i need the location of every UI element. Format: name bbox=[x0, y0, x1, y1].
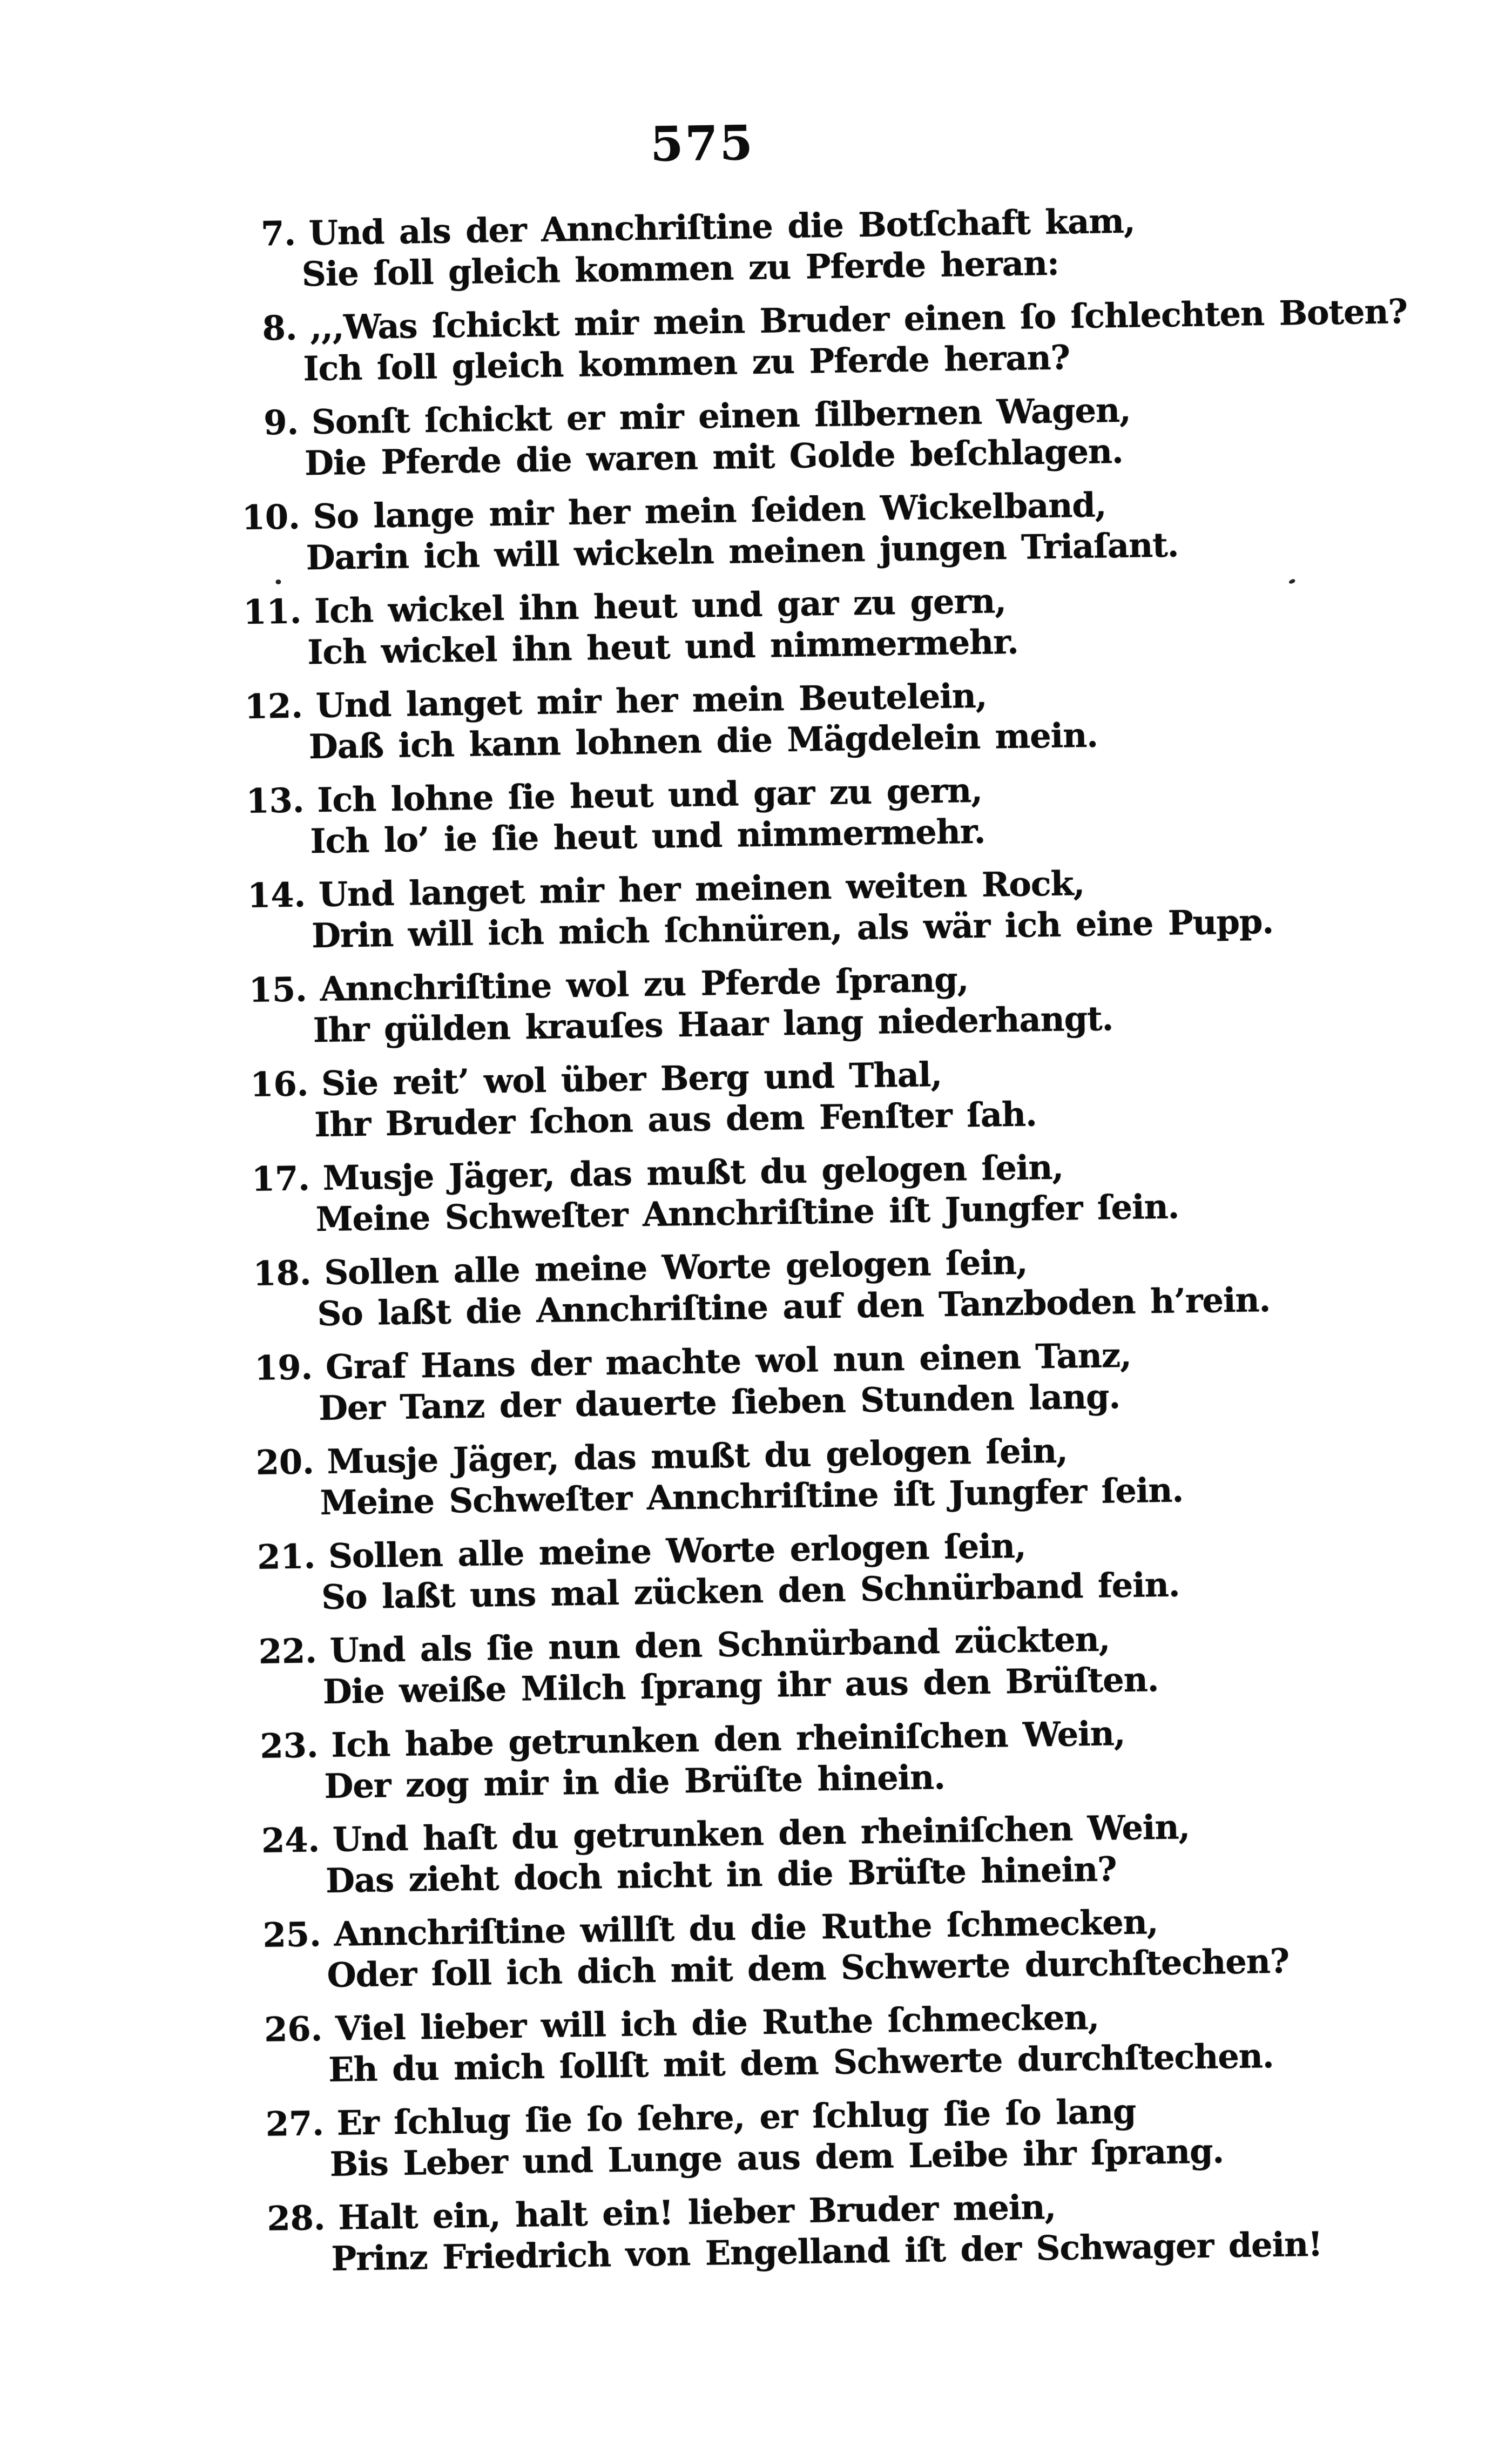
stanza bbox=[2, 1329, 1512, 1434]
stanza-number: 18. bbox=[253, 1253, 312, 1293]
verse-text: Sie reit’ wol über Berg und Thal, bbox=[321, 1054, 942, 1103]
stanza-number: 25. bbox=[262, 1915, 322, 1955]
stanza-number: 11. bbox=[242, 591, 302, 632]
stanza bbox=[0, 1140, 1512, 1245]
verse-text: Und als der Annchriſtine die Botſchaft kam, bbox=[308, 201, 1136, 253]
verse-text: Annchriſtine wol zu Pferde ſprang, bbox=[320, 960, 969, 1009]
stanza-number: 9. bbox=[263, 402, 299, 443]
stanza-number: 14. bbox=[247, 875, 306, 915]
verse-text: Ich lohne ſie heut und gar zu gern, bbox=[316, 770, 983, 820]
verse-text: Darin ich will wickeln meinen jungen Triaſant. bbox=[306, 525, 1179, 578]
stanza-number: 24. bbox=[261, 1820, 320, 1860]
verse-text: Halt ein, halt ein! lieber Bruder mein, bbox=[338, 2187, 1056, 2237]
verse-text: ,,,Was ſchickt mir mein Bruder einen ſo ſchlechten Boten? bbox=[309, 291, 1408, 348]
verse-text: Und langet mir her mein Beutelein, bbox=[315, 676, 987, 725]
verse-text: Sonſt ſchickt er mir einen ſilbernen Wagen, bbox=[311, 390, 1131, 442]
verse-text: Und haſt du getrunken den rheiniſchen Wein, bbox=[332, 1807, 1190, 1859]
stanza-number: 23. bbox=[259, 1725, 319, 1766]
stanza-number: 7. bbox=[260, 213, 296, 254]
stanza-number: 28. bbox=[266, 2198, 326, 2239]
stanza bbox=[0, 668, 1505, 772]
verse-text: Ich habe getrunken den rheiniſchen Wein, bbox=[330, 1713, 1125, 1765]
stanza bbox=[0, 289, 1500, 394]
verse-text: Ich wickel ihn heut und nimmermehr. bbox=[307, 622, 1019, 672]
verse-text: Bis Leber und Lunge aus dem Leibe ihr ſprang. bbox=[329, 2131, 1224, 2184]
stanza bbox=[12, 1991, 1512, 2095]
stanza bbox=[0, 384, 1501, 489]
verse-text: Viel lieber will ich die Ruthe ſchmecken, bbox=[335, 1997, 1099, 2048]
verse-text: Der Tanz der dauerte ſieben Stunden lang. bbox=[318, 1377, 1120, 1428]
stanza bbox=[0, 762, 1507, 867]
stanza-number: 26. bbox=[264, 2009, 323, 2050]
stanza-number: 8. bbox=[262, 308, 298, 348]
verse-text: Die weiße Milch ſprang ihr aus den Brüſten. bbox=[322, 1660, 1159, 1711]
verse-text: Daß ich kann lohnen die Mägdelein mein. bbox=[308, 715, 1098, 767]
stanza-number: 20. bbox=[255, 1442, 315, 1482]
scan-speck bbox=[275, 579, 281, 584]
verse-text: Das zieht doch nicht in die Brüſte hinein? bbox=[325, 1849, 1117, 1900]
stanza bbox=[0, 195, 1498, 300]
verse-text: Meine Schweſter Annchriſtine iſt Jungfer ſein. bbox=[315, 1187, 1179, 1239]
stanza bbox=[5, 1518, 1512, 1623]
verse-text: So laßt die Annchriſtine auf den Tanzboden h’rein. bbox=[317, 1279, 1271, 1334]
verse-text: Graf Hans der machte wol nun einen Tanz, bbox=[325, 1335, 1132, 1387]
stanza bbox=[0, 857, 1508, 961]
stanza bbox=[8, 1707, 1512, 1812]
stanza-number: 12. bbox=[244, 686, 303, 726]
stanza bbox=[10, 1896, 1512, 2001]
stanza-number: 13. bbox=[246, 780, 305, 821]
verse-list bbox=[0, 195, 1512, 2296]
verse-text: So laßt uns mal zücken den Schnürband fein. bbox=[321, 1565, 1180, 1617]
stanza-number: 10. bbox=[241, 497, 301, 537]
page-number: 575 bbox=[650, 114, 755, 172]
verse-text: Er ſchlug ſie ſo ſehre, er ſchlug ſie ſo lang bbox=[336, 2091, 1136, 2143]
verse-text: Und langet mir her meinen weiten Rock, bbox=[318, 863, 1085, 914]
stanza-number: 17. bbox=[251, 1158, 310, 1199]
stanza bbox=[0, 478, 1502, 583]
verse-text: Ihr Bruder ſchon aus dem Fenſter ſah. bbox=[314, 1094, 1037, 1145]
verse-text: Sollen alle meine Worte gelogen ſein, bbox=[323, 1242, 1028, 1292]
verse-text: Die Pferde die waren mit Golde beſchlagen. bbox=[304, 431, 1124, 483]
verse-text: Prinz Friedrich von Engelland iſt der Schwager dein! bbox=[330, 2224, 1322, 2279]
verse-text: Meine Schweſter Annchriſtine iſt Jungfer ſein. bbox=[320, 1470, 1184, 1523]
stanza bbox=[1, 1235, 1512, 1339]
verse-text: Eh du mich ſollſt mit dem Schwerte durchſtechen. bbox=[328, 2035, 1274, 2089]
verse-text: Oder ſoll ich dich mit dem Schwerte durchſtechen? bbox=[327, 1941, 1290, 1995]
stanza-number: 27. bbox=[265, 2104, 325, 2144]
verse-text: Musje Jäger, das mußt du gelogen ſein, bbox=[322, 1147, 1064, 1198]
stanza bbox=[9, 1802, 1512, 1906]
verse-text: Musje Jäger, das mußt du gelogen ſein, bbox=[327, 1431, 1068, 1481]
verse-text: Ich wickel ihn heut und gar zu gern, bbox=[314, 581, 1007, 631]
verse-text: Ich lo’ ie ſie heut und nimmermehr. bbox=[310, 811, 986, 861]
verse-text: Drin will ich mich ſchnüren, als wär ich eine Pupp. bbox=[311, 901, 1274, 956]
stanza bbox=[0, 951, 1509, 1056]
verse-text: Annchriſtine willſt du die Ruthe ſchmecken, bbox=[334, 1902, 1158, 1954]
stanza-number: 15. bbox=[248, 969, 308, 1010]
stanza-number: 22. bbox=[258, 1631, 318, 1671]
verse-text: Ich ſoll gleich kommen zu Pferde heran? bbox=[303, 338, 1070, 389]
stanza-number: 21. bbox=[256, 1536, 316, 1577]
stanza bbox=[0, 1046, 1511, 1150]
stanza bbox=[6, 1613, 1512, 1717]
stanza bbox=[13, 2085, 1512, 2190]
verse-text: So lange mir her mein ſeiden Wickelband, bbox=[313, 485, 1106, 537]
stanza-number: 16. bbox=[249, 1064, 309, 1104]
stanza bbox=[0, 573, 1504, 678]
stanza-number: 19. bbox=[254, 1347, 313, 1388]
verse-text: Und als ſie nun den Schnürband zückten, bbox=[329, 1619, 1110, 1670]
verse-text: Ihr gülden krauſes Haar lang niederhangt. bbox=[313, 999, 1113, 1050]
stanza bbox=[15, 2180, 1512, 2284]
stanza bbox=[3, 1424, 1512, 1528]
verse-text: Der zog mir in die Brüſte hinein. bbox=[323, 1757, 946, 1806]
verse-text: Sollen alle meine Worte erlogen ſein, bbox=[328, 1526, 1027, 1576]
verse-text: Sie ſoll gleich kommen zu Pferde heran: bbox=[301, 243, 1059, 294]
